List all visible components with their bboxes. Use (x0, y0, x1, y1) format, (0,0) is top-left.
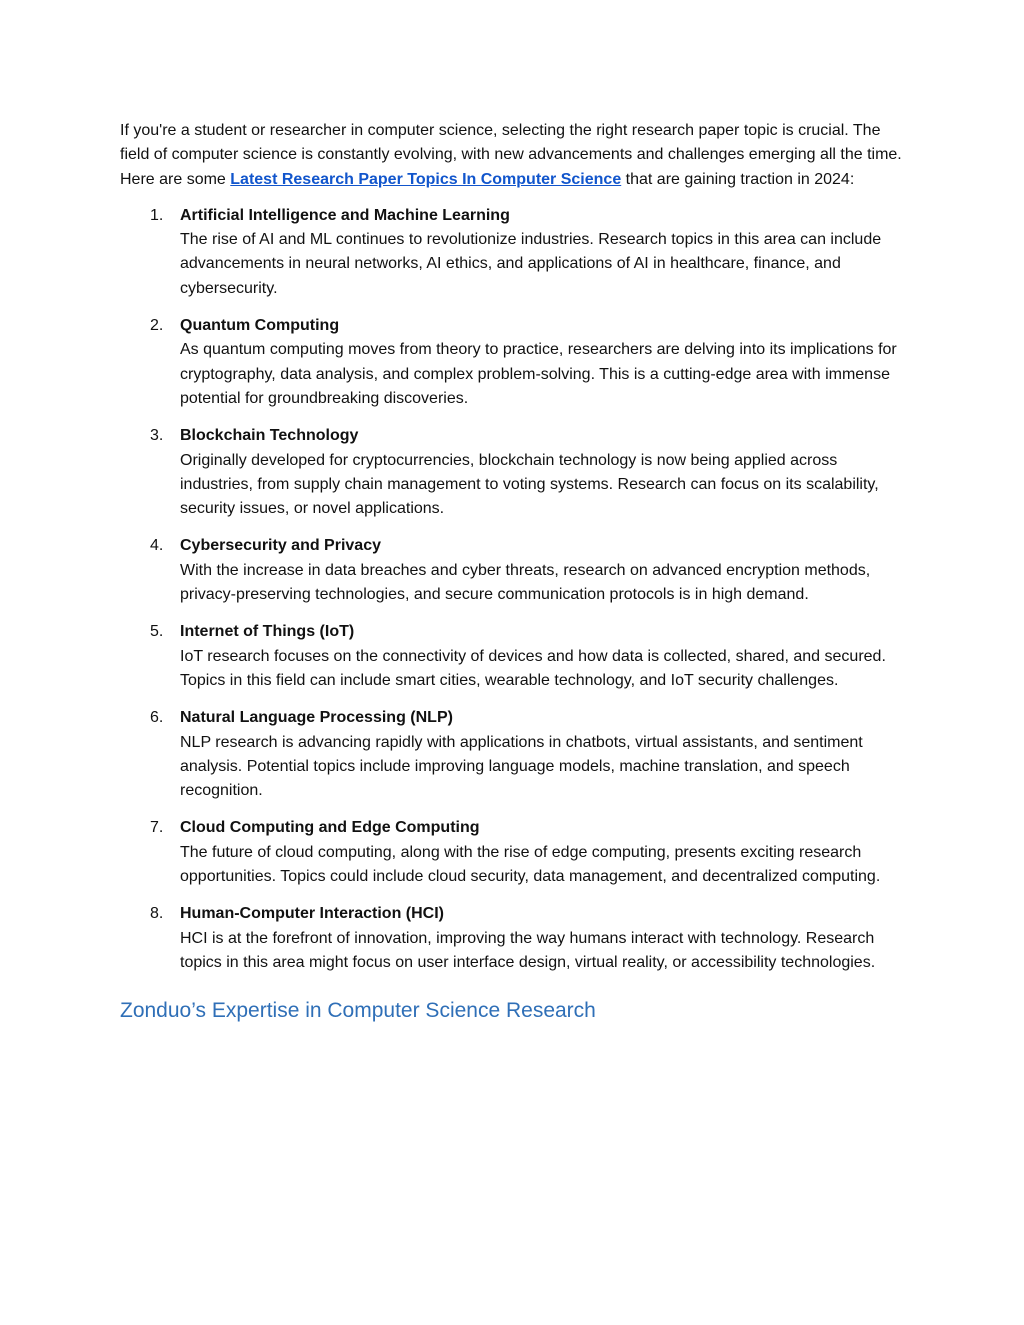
list-item-description: The rise of AI and ML continues to revolutionize industries. Research topics in this area can include advancements in neural networks, AI ethics, and applications of AI in healthcare, finance, and cybersecurity. (180, 231, 882, 297)
topics-link[interactable]: Latest Research Paper Topics In Computer Science (230, 170, 622, 188)
document-page (120, 119, 910, 1025)
topics-list (120, 204, 910, 975)
list-item (120, 816, 910, 889)
list-item (120, 902, 910, 975)
list-item (120, 534, 910, 607)
list-item-title: Human-Computer Interaction (HCI) (180, 905, 444, 923)
list-item-number: 1. (150, 206, 164, 224)
list-item-number: 3. (150, 427, 164, 445)
list-item-title: Blockchain Technology (180, 427, 359, 445)
list-item-number: 7. (150, 819, 164, 837)
list-item-description: With the increase in data breaches and cyber threats, research on advanced encryption methods, privacy-preserving technologies, and secure communication protocols is in high demand. (180, 561, 871, 604)
list-item-description: Originally developed for cryptocurrencies, blockchain technology is now being applied across industries, from supply chain management to voting systems. Research can focus on its scalability, security issues, or novel applications. (180, 451, 879, 518)
list-item-title: Internet of Things (IoT) (180, 623, 355, 641)
list-item-number: 4. (150, 537, 164, 555)
list-item-title: Quantum Computing (180, 317, 340, 335)
list-item-description: The future of cloud computing, along with the rise of edge computing, presents exciting research opportunities. Topics could include cloud security, data management, and decentralized computing. (180, 843, 881, 886)
list-item (120, 620, 910, 693)
list-item (120, 424, 910, 521)
list-item-number: 2. (150, 317, 164, 335)
intro-text-end: that are gaining traction in 2024: (621, 170, 855, 188)
list-item-title: Artificial Intelligence and Machine Learning (180, 206, 510, 224)
list-item (120, 204, 910, 301)
list-item (120, 314, 910, 411)
list-item-number: 6. (150, 709, 164, 727)
list-item-number: 8. (150, 905, 164, 923)
intro-paragraph (120, 119, 910, 192)
list-item-description: IoT research focuses on the connectivity of devices and how data is collected, shared, and secured. Topics in this field can include smart cities, wearable technology, and IoT security challenges. (180, 647, 886, 689)
list-item-description: NLP research is advancing rapidly with applications in chatbots, virtual assistants, and sentiment analysis. Potential topics include improving language models, machine translation, and speech recognition. (180, 733, 863, 800)
list-item (120, 706, 910, 803)
list-item-number: 5. (150, 623, 164, 641)
list-item-title: Cloud Computing and Edge Computing (180, 819, 480, 837)
list-item-description: HCI is at the forefront of innovation, improving the way humans interact with technology. Research topics in this area might focus on user interface design, virtual reality, or accessibility technologies. (180, 929, 876, 971)
section-heading: Zonduo’s Expertise in Computer Science Research (120, 999, 596, 1023)
intro-text-start: If you're a student or researcher in computer science, selecting the right research paper topic is crucial. The field of computer science is constantly evolving, with new advancements and challenges emerging all the time. Here are some (120, 122, 902, 188)
list-item-title: Natural Language Processing (NLP) (180, 709, 453, 727)
list-item-title: Cybersecurity and Privacy (180, 537, 381, 555)
list-item-description: As quantum computing moves from theory to practice, researchers are delving into its implications for cryptography, data analysis, and complex problem-solving. This is a cutting-edge area with immense potential for groundbreaking discoveries. (180, 341, 897, 407)
